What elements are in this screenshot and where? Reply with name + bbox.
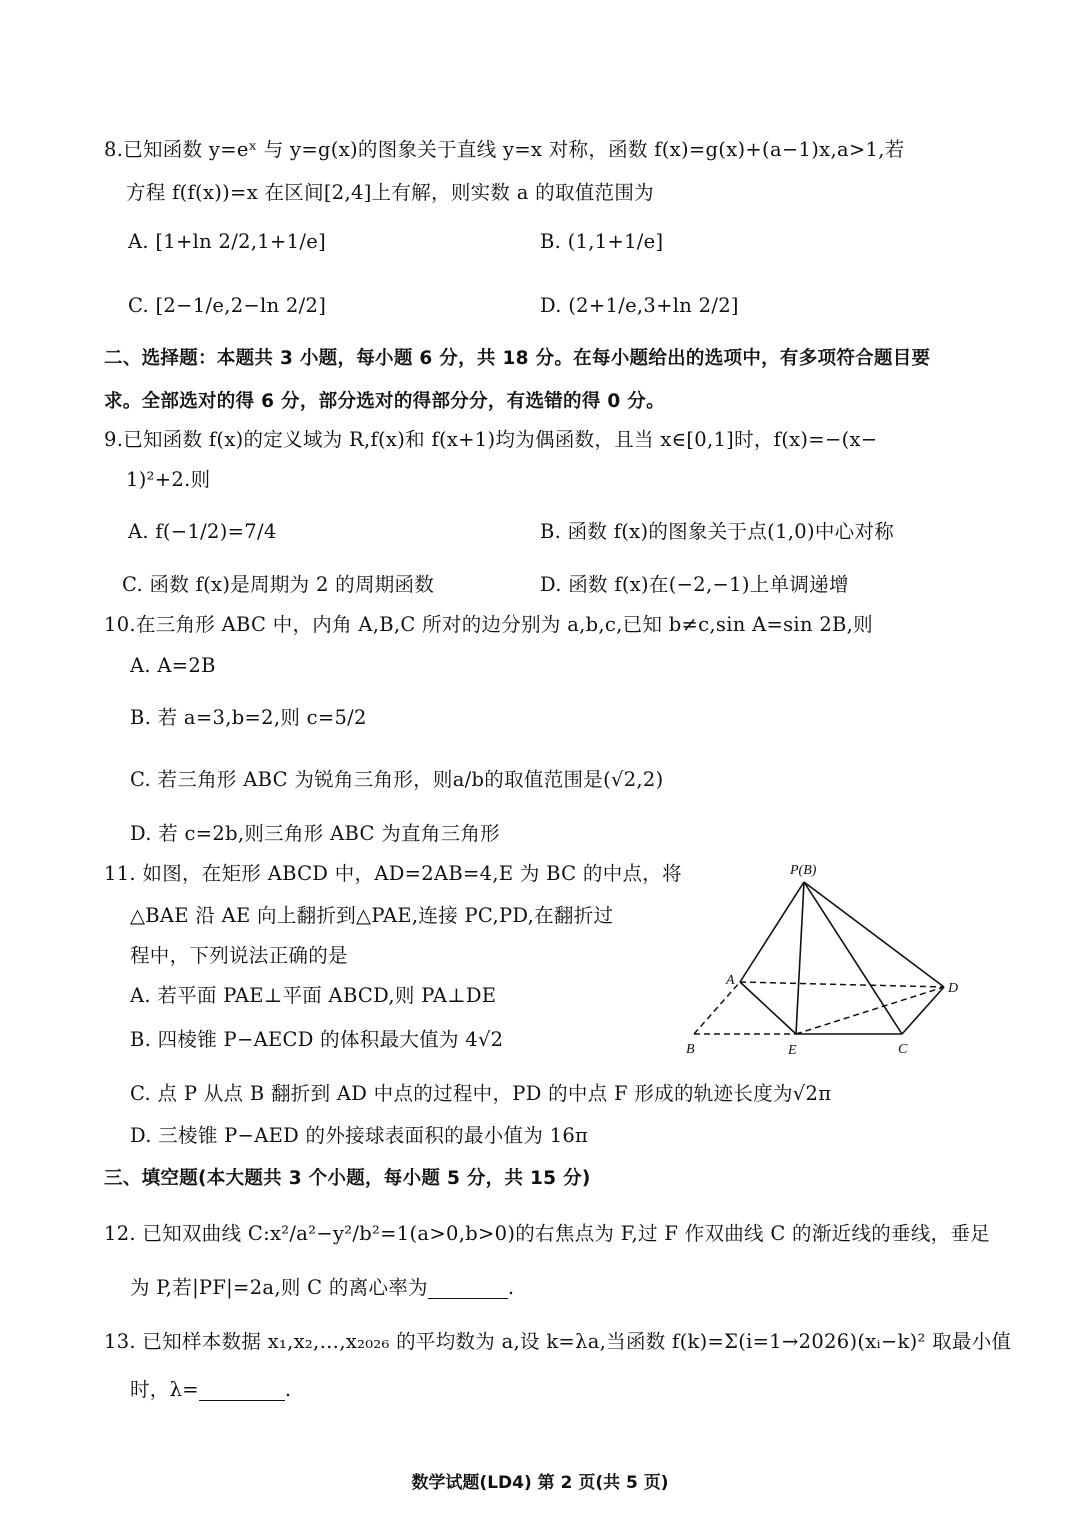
pyramid-figure [680,856,980,1056]
q12-stem-text: 为 P,若|PF|=2a,则 C 的离心率为 [130,1276,428,1299]
q11-stem-line2: △BAE 沿 AE 向上翻折到△PAE,连接 PC,PD,在翻折过 [130,904,614,927]
q13-stem-line2 [130,1380,291,1401]
edge-pd [804,882,944,987]
q8-stem-line1: 8.已知函数 y=eˣ 与 y=g(x)的图象关于直线 y=x 对称，函数 f(x)=g(x)+(a−1)x,a>1,若 [104,138,905,161]
label-d: D [948,981,959,996]
q11-stem-line3: 程中，下列说法正确的是 [130,944,348,967]
edge-ad [740,982,944,987]
q13-stem-line1: 13. 已知样本数据 x₁,x₂,…,x₂₀₂₆ 的平均数为 a,设 k=λa,当函数 f(k)=Σ(i=1→2026)(xᵢ−k)² 取最小值 [104,1330,1012,1353]
q13-answer-blank[interactable] [199,1380,285,1401]
label-p: P(B) [790,863,817,878]
edge-pa [740,882,804,982]
label-c: C [898,1042,908,1056]
q8-option-b: B. (1,1+1/e] [540,230,664,253]
edge-pc [804,882,902,1034]
label-e: E [788,1043,797,1056]
q9-option-a: A. f(−1/2)=7/4 [128,520,277,543]
section2-instructions-line1: 二、选择题：本题共 3 小题，每小题 6 分，共 18 分。在每小题给出的选项中，有多项符合题目要 [104,348,931,369]
q10-stem: 10.在三角形 ABC 中，内角 A,B,C 所对的边分别为 a,b,c,已知 b≠c,sin A=sin 2B,则 [104,613,873,636]
q13-end-period: . [284,1378,292,1401]
q11-stem-line1: 11. 如图，在矩形 ABCD 中，AD=2AB=4,E 为 BC 的中点，将 [104,862,682,885]
section2-instructions-line2: 求。全部选对的得 6 分，部分选对的得部分分，有选错的得 0 分。 [104,391,665,412]
q8-stem-line2: 方程 f(f(x))=x 在区间[2,4]上有解，则实数 a 的取值范围为 [126,181,654,204]
edge-pe [796,882,804,1034]
q11-option-d: D. 三棱锥 P−AED 的外接球表面积的最小值为 16π [130,1124,589,1147]
q10-option-b: B. 若 a=3,b=2,则 c=5/2 [130,706,367,729]
q11-option-b: B. 四棱锥 P−AECD 的体积最大值为 4√2 [130,1028,504,1051]
q12-stem-line1: 12. 已知双曲线 C:x²/a²−y²/b²=1(a>0,b>0)的右焦点为 F,过 F 作双曲线 C 的渐近线的垂线，垂足 [104,1222,991,1245]
q10-option-d: D. 若 c=2b,则三角形 ABC 为直角三角形 [130,822,500,845]
q8-option-d: D. (2+1/e,3+ln 2/2] [540,294,739,317]
q9-option-b: B. 函数 f(x)的图象关于点(1,0)中心对称 [540,520,895,543]
q12-answer-blank[interactable] [428,1278,508,1299]
edge-ae [740,982,796,1034]
q10-option-a: A. A=2B [130,654,216,677]
q12-end-period: . [507,1276,515,1299]
label-a: A [726,973,735,988]
section3-title: 三、填空题(本大题共 3 个小题，每小题 5 分，共 15 分) [104,1168,591,1189]
q9-option-c: C. 函数 f(x)是周期为 2 的周期函数 [122,573,435,596]
q11-option-c: C. 点 P 从点 B 翻折到 AD 中点的过程中，PD 的中点 F 形成的轨迹长度为√2π [130,1082,832,1105]
q10-option-c: C. 若三角形 ABC 为锐角三角形，则a/b的取值范围是(√2,2) [130,768,664,791]
q11-option-a: A. 若平面 PAE⊥平面 ABCD,则 PA⊥DE [130,984,497,1007]
q12-stem-line2 [130,1278,514,1299]
q8-option-c: C. [2−1/e,2−ln 2/2] [128,294,327,317]
q9-option-d: D. 函数 f(x)在(−2,−1)上单调递增 [540,573,849,596]
edge-ed [796,987,944,1034]
q8-option-a: A. [1+ln 2/2,1+1/e] [128,230,326,253]
label-b: B [686,1042,695,1056]
q9-stem-line1: 9.已知函数 f(x)的定义域为 R,f(x)和 f(x+1)均为偶函数，且当 x∈[0,1]时，f(x)=−(x− [104,428,878,451]
q9-stem-line2: 1)²+2.则 [126,468,211,491]
edge-ba [694,982,740,1034]
q13-stem-text: 时，λ= [130,1378,199,1401]
page-footer: 数学试题(LD4) 第 2 页(共 5 页) [411,1473,669,1493]
